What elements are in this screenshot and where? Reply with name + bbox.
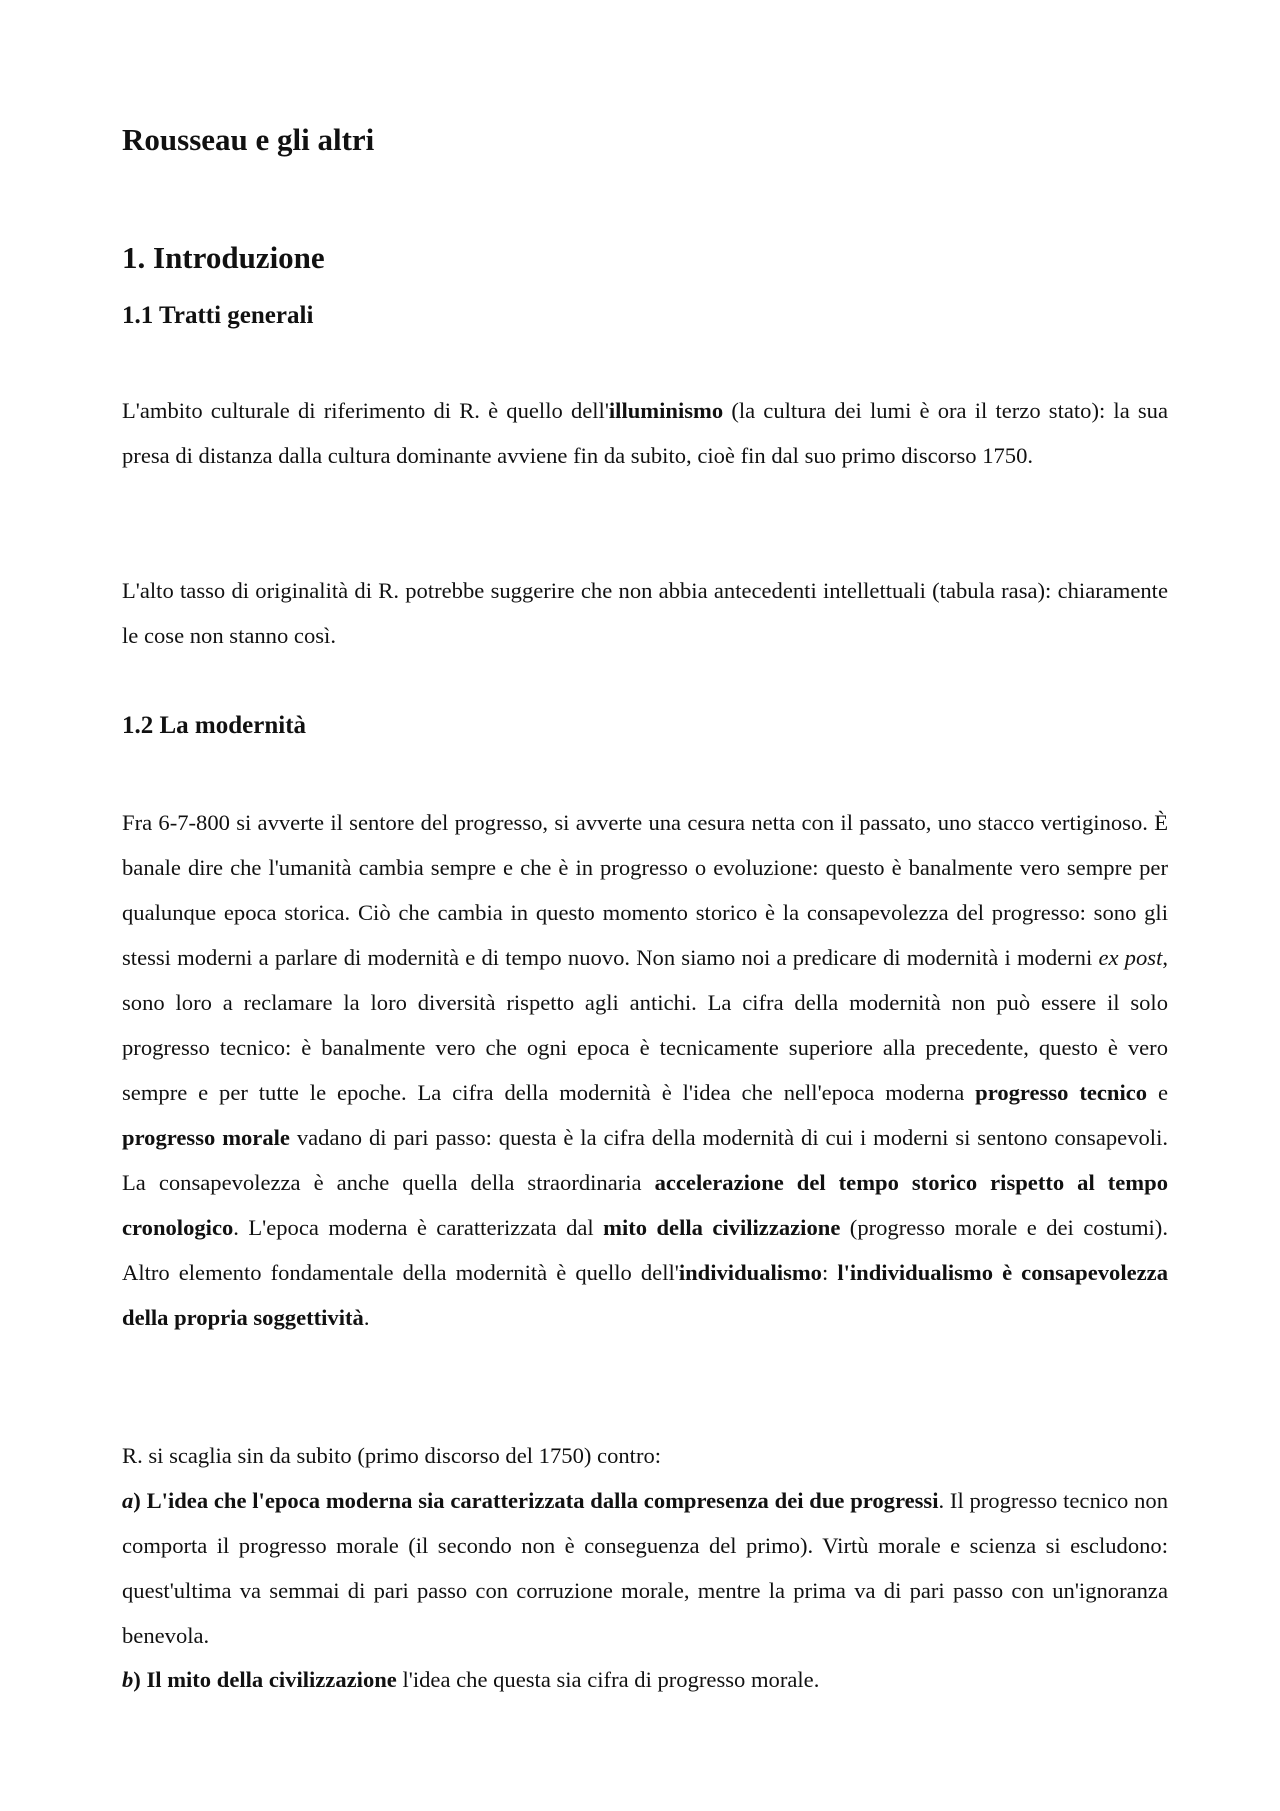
list-marker-letter: a [122,1488,134,1513]
list-item-a-text: . Il progresso tecnico non comporta il progresso morale (il secondo non è conseguenza del primo). Virtù morale e scienza si escludono: quest'ultima va semmai di pari passo con corruzione morale, mentre la prima va di pari passo con un'ignoranza benevola. [122,1488,1169,1648]
text-run: Fra 6-7-800 si avverte il sentore del progresso, si avverte una cesura netta con il passato, uno stacco vertiginoso. È banale dire che l'umanità cambia sempre e che è in progresso o evoluzione: questo è banalmente vero sempre per qualunque epoca storica. Ciò che cambia in questo momento storico è la consapevolezza del progresso: sono gli stessi moderni a parlare di modernità e di tempo nuovo. Non siamo noi a predicare di modernità i moderni [122,810,1168,970]
bold-term-accelerazione: accelerazione del tempo storico rispetto al tempo cronologico [122,1170,1168,1240]
document-title: Rousseau e gli altri [122,122,375,157]
text-run: : [821,1260,838,1285]
text-run: (progresso morale e dei costumi). Altro elemento fondamentale della modernità è quello dell' [122,1215,1168,1285]
text-run: vadano di pari passo: questa è la cifra della modernità di cui i moderni si sentono consapevoli. La consapevolezza è anche quella della straordinaria [122,1125,1168,1195]
text-run: (la cultura dei lumi è ora il terzo stato): la sua presa di distanza dalla cultura dominante avviene fin da subito, cioè fin dal suo primo discorso 1750. [122,398,1169,468]
subsection-heading-modernita: 1.2 La modernità [122,712,307,739]
list-item-b-text: l'idea che questa sia cifra di progresso morale. [396,1667,820,1692]
text-run: . [363,1305,370,1330]
italic-term-ex-post: ex post [1098,945,1163,970]
text-run: , sono loro a reclamare la loro diversità rispetto agli antichi. La cifra della modernità non può essere il solo progresso tecnico: è banalmente vero che ogni epoca è tecnicamente superiore alla precedente, questo è vero sempre e per tutte le epoche. La cifra della modernità è l'idea che nell'epoca moderna [122,945,1168,1105]
subsection-heading-tratti-generali: 1.1 Tratti generali [122,302,314,329]
list-marker-letter: b [122,1667,134,1692]
list-marker-b [122,1667,133,1692]
section-heading-introduzione: 1. Introduzione [122,240,325,275]
text-run: e [1147,1080,1168,1105]
text-run: . L'epoca moderna è caratterizzata dal [233,1215,604,1240]
text-run: L'ambito culturale di riferimento di R. è quello dell' [122,398,609,423]
bold-term-mito-civilizzazione: mito della civilizzazione [603,1215,841,1240]
list-intro: R. si scaglia sin da subito (primo discorso del 1750) contro: [122,1443,662,1468]
paragraph-originalita: L'alto tasso di originalità di R. potrebbe suggerire che non abbia antecedenti intellettuali (tabula rasa): chiaramente le cose non stanno così. [122,578,1168,648]
bold-term-illuminismo: illuminismo [608,398,724,423]
list-item-a [122,1478,1168,1658]
bold-term-individualismo-definition: l'individualismo è consapevolezza della propria soggettività [122,1260,1169,1330]
list-marker-a [122,1488,141,1513]
bold-term-individualismo: individualismo [678,1260,822,1285]
list-item-b-heading: ) Il mito della civilizzazione [133,1667,397,1692]
bold-term-progresso-tecnico: progresso tecnico [975,1080,1148,1105]
list-item-a-heading: L'idea che l'epoca moderna sia caratterizzata dalla compresenza dei due progressi [140,1488,939,1513]
paragraph-ambito-culturale [122,388,1168,478]
list-marker-paren: ) [133,1488,141,1513]
list-item-b [122,1657,1168,1702]
bold-term-progresso-morale: progresso morale [122,1125,290,1150]
paragraph-modernita [122,800,1168,1340]
